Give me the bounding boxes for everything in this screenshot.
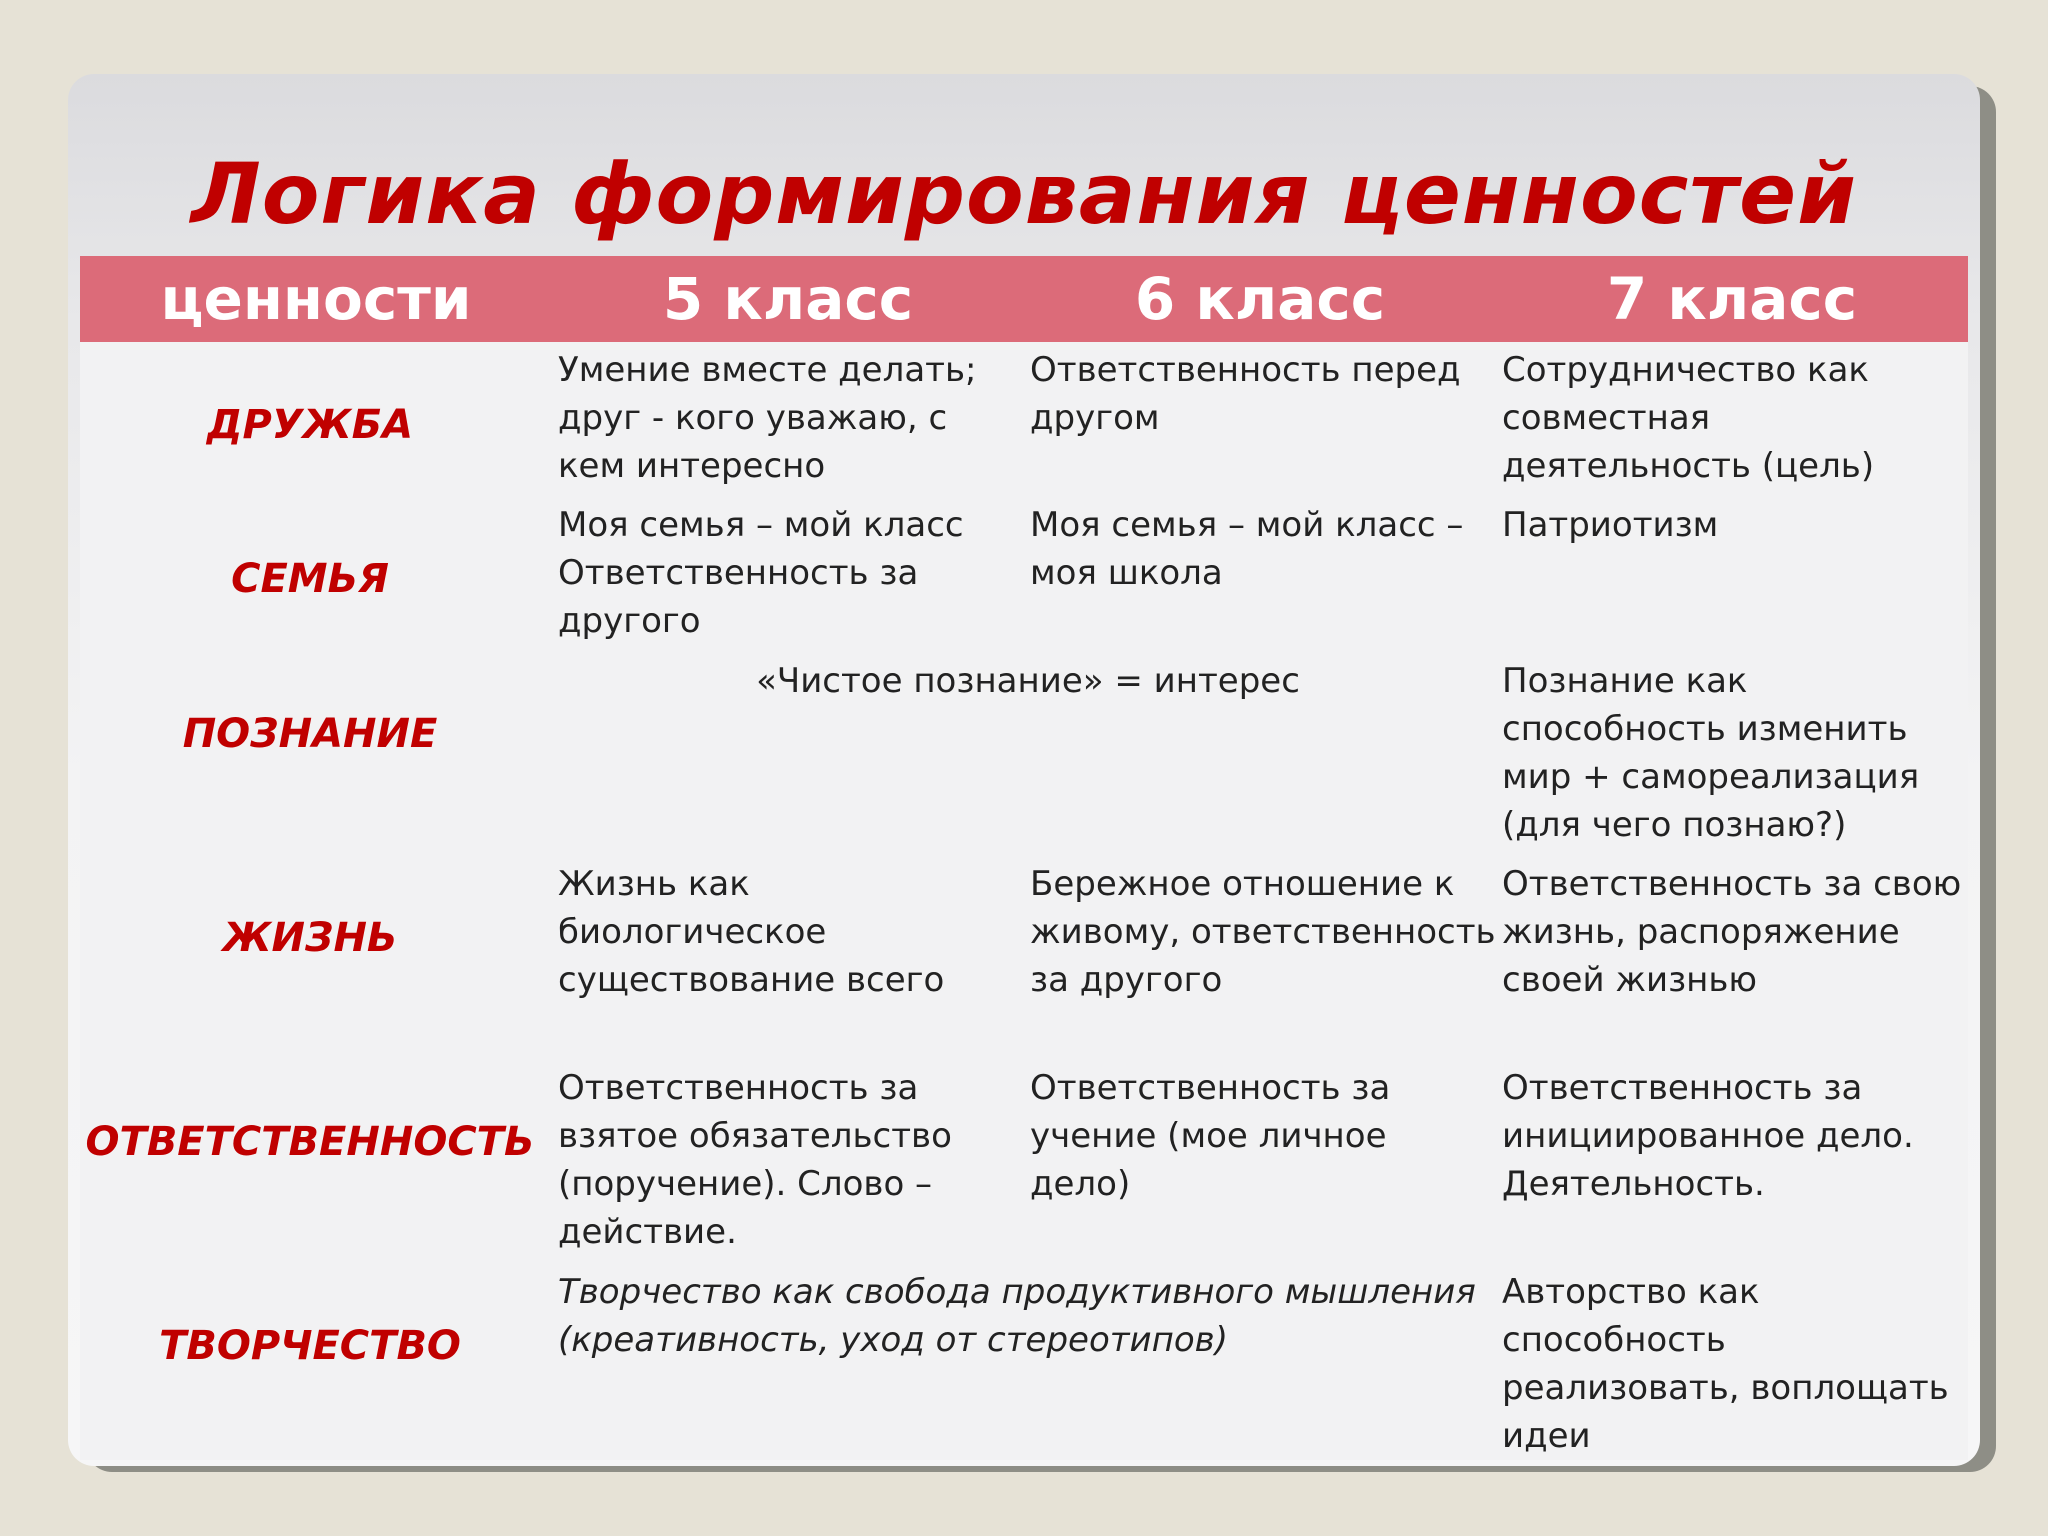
cell-friendship-grade6: Ответственность перед другом bbox=[1030, 350, 1461, 438]
header-values: ценности bbox=[160, 265, 472, 333]
cell-friendship-grade5: Умение вместе делать; друг - кого уважаю, с кем интересно bbox=[558, 350, 977, 486]
row-label-creativity: ТВОРЧЕСТВО bbox=[159, 1323, 461, 1369]
cell-life-grade5: Жизнь как биологическое существование всего bbox=[558, 864, 945, 1000]
cell-life-grade7: Ответственность за свою жизнь, распоряжение своей жизнью bbox=[1502, 864, 1962, 1000]
cell-cognition-grade5-6: «Чистое познание» = интерес bbox=[756, 661, 1300, 701]
page-title: Логика формирования ценностей bbox=[191, 145, 1857, 243]
cell-responsibility-grade7: Ответственность за инициированное дело. Деятельность. bbox=[1502, 1068, 1914, 1204]
row-label-responsibility: ОТВЕТСТВЕННОСТЬ bbox=[85, 1119, 535, 1165]
slide bbox=[68, 74, 1980, 1466]
cell-creativity-grade7: Авторство как способность реализовать, воплощать идеи bbox=[1502, 1272, 1949, 1456]
cell-responsibility-grade6: Ответственность за учение (мое личное дело) bbox=[1030, 1068, 1391, 1204]
row-label-life: ЖИЗНЬ bbox=[222, 915, 398, 961]
cell-responsibility-grade5: Ответственность за взятое обязательство (поручение). Слово – действие. bbox=[558, 1068, 952, 1252]
cell-cognition-grade7: Познание как способность изменить мир + самореализация (для чего познаю?) bbox=[1502, 661, 1920, 845]
row-label-cognition: ПОЗНАНИЕ bbox=[182, 711, 438, 757]
cell-life-grade6: Бережное отношение к живому, ответственность за другого bbox=[1030, 864, 1496, 1000]
cell-friendship-grade7: Сотрудничество как совместная деятельность (цель) bbox=[1502, 350, 1875, 486]
cell-creativity-grade5-6: Творчество как свобода продуктивного мышления (креативность, уход от стереотипов) bbox=[558, 1272, 1476, 1360]
row-label-family: СЕМЬЯ bbox=[231, 556, 389, 602]
header-grade5: 5 класс bbox=[662, 265, 914, 333]
row-label-friendship: ДРУЖБА bbox=[206, 402, 414, 448]
table-header bbox=[80, 256, 1968, 342]
cell-family-grade6: Моя семья – мой класс – моя школа bbox=[1030, 505, 1464, 593]
cell-family-grade7: Патриотизм bbox=[1502, 505, 1719, 545]
header-grade6: 6 класс bbox=[1134, 265, 1386, 333]
cell-family-grade5: Моя семья – мой класс Ответственность за другого bbox=[558, 505, 964, 641]
header-grade7: 7 класс bbox=[1606, 265, 1858, 333]
